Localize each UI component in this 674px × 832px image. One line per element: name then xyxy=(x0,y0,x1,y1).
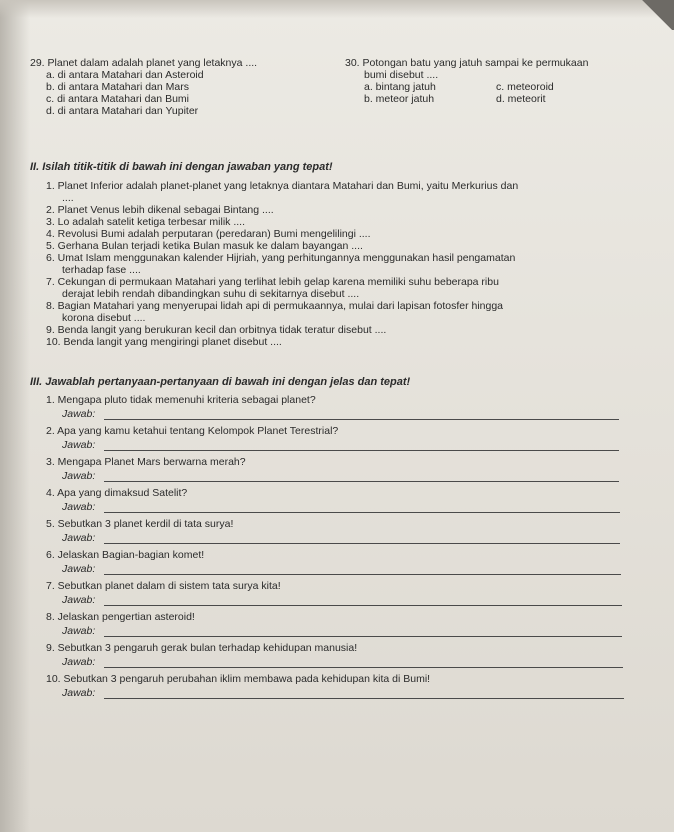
section-3-title: III. Jawablah pertanyaan-pertanyaan di bawah ini dengan jelas dan tepat! xyxy=(30,376,411,388)
q29-option-d: d. di antara Matahari dan Yupiter xyxy=(46,105,199,117)
s2-item-8: 8. Bagian Matahari yang menyerupai lidah api di permukaannya, mulai dari lapisan fotosfer hingga xyxy=(46,300,504,312)
s3-answer-label-1: Jawab: xyxy=(62,408,96,420)
s2-item-6: 6. Umat Islam menggunakan kalender Hijriah, yang perhitungannya menggunakan hasil pengamatan xyxy=(46,252,516,264)
q30-option-b: b. meteor jatuh xyxy=(364,93,435,105)
s3-answer-label-9: Jawab: xyxy=(62,656,96,668)
s2-item-10: 10. Benda langit yang mengiringi planet disebut .... xyxy=(46,336,282,348)
s2-item-2: 2. Planet Venus lebih dikenal sebagai Bintang .... xyxy=(46,204,274,216)
s2-item-9: 9. Benda langit yang berukuran kecil dan orbitnya tidak teratur disebut .... xyxy=(46,324,387,336)
s3-answer-line-4[interactable] xyxy=(104,512,620,513)
s3-question-1: 1. Mengapa pluto tidak memenuhi kriteria sebagai planet? xyxy=(46,394,316,406)
s3-answer-label-10: Jawab: xyxy=(62,687,96,699)
s3-question-9: 9. Sebutkan 3 pengaruh gerak bulan terhadap kehidupan manusia! xyxy=(46,642,358,654)
s3-question-8: 8. Jelaskan pengertian asteroid! xyxy=(46,611,195,623)
s3-question-7: 7. Sebutkan planet dalam di sistem tata surya kita! xyxy=(46,580,281,592)
s2-item-4: 4. Revolusi Bumi adalah perputaran (peredaran) Bumi mengelilingi .... xyxy=(46,228,371,240)
q29-option-b: b. di antara Matahari dan Mars xyxy=(46,81,189,93)
page-corner xyxy=(634,0,674,30)
s3-question-4: 4. Apa yang dimaksud Satelit? xyxy=(46,487,188,499)
s2-item-7: 7. Cekungan di permukaan Matahari yang terlihat lebih gelap karena memiliki suhu beberapa ribu xyxy=(46,276,499,288)
s3-answer-label-7: Jawab: xyxy=(62,594,96,606)
q29-option-c: c. di antara Matahari dan Bumi xyxy=(46,93,189,105)
q30-option-c: c. meteoroid xyxy=(496,81,554,93)
s2-item-3: 3. Lo adalah satelit ketiga terbesar milik .... xyxy=(46,216,246,228)
q30-option-d: d. meteorit xyxy=(496,93,546,105)
page-shadow-left xyxy=(0,0,30,832)
s3-answer-line-8[interactable] xyxy=(104,636,622,637)
s3-answer-label-4: Jawab: xyxy=(62,501,96,513)
q30-stem-cont: bumi disebut .... xyxy=(364,69,439,81)
s3-answer-line-10[interactable] xyxy=(104,698,624,699)
q29-option-a: a. di antara Matahari dan Asteroid xyxy=(46,69,204,81)
q29-stem: 29. Planet dalam adalah planet yang letaknya .... xyxy=(30,57,258,69)
s2-item-1: 1. Planet Inferior adalah planet-planet yang letaknya diantara Matahari dan Bumi, yaitu Merkurius dan xyxy=(46,180,519,192)
section-2-title: II. Isilah titik-titik di bawah ini dengan jawaban yang tepat! xyxy=(30,161,333,173)
s3-question-3: 3. Mengapa Planet Mars berwarna merah? xyxy=(46,456,246,468)
s2-item-5: 5. Gerhana Bulan terjadi ketika Bulan masuk ke dalam bayangan .... xyxy=(46,240,363,252)
s3-answer-line-5[interactable] xyxy=(104,543,620,544)
s3-answer-line-1[interactable] xyxy=(104,419,619,420)
s3-answer-label-5: Jawab: xyxy=(62,532,96,544)
q30-stem: 30. Potongan batu yang jatuh sampai ke permukaan xyxy=(345,57,589,69)
s3-answer-label-8: Jawab: xyxy=(62,625,96,637)
s3-answer-label-2: Jawab: xyxy=(62,439,96,451)
s2-item-7-cont: derajat lebih rendah dibandingkan suhu di sekitarnya disebut .... xyxy=(62,288,360,300)
page-shadow-top xyxy=(0,0,674,18)
s2-item-8-cont: korona disebut .... xyxy=(62,312,146,324)
s3-answer-line-9[interactable] xyxy=(104,667,623,668)
q30-option-a: a. bintang jatuh xyxy=(364,81,436,93)
s3-answer-line-2[interactable] xyxy=(104,450,619,451)
s3-answer-line-7[interactable] xyxy=(104,605,622,606)
s3-answer-label-3: Jawab: xyxy=(62,470,96,482)
s3-answer-line-3[interactable] xyxy=(104,481,619,482)
s3-answer-label-6: Jawab: xyxy=(62,563,96,575)
s2-item-1-cont: .... xyxy=(62,192,74,204)
s3-question-5: 5. Sebutkan 3 planet kerdil di tata surya! xyxy=(46,518,234,530)
s3-question-10: 10. Sebutkan 3 pengaruh perubahan iklim membawa pada kehidupan kita di Bumi! xyxy=(46,673,431,685)
s3-question-2: 2. Apa yang kamu ketahui tentang Kelompok Planet Terestrial? xyxy=(46,425,339,437)
s3-answer-line-6[interactable] xyxy=(104,574,621,575)
s2-item-6-cont: terhadap fase .... xyxy=(62,264,141,276)
s3-question-6: 6. Jelaskan Bagian-bagian komet! xyxy=(46,549,205,561)
